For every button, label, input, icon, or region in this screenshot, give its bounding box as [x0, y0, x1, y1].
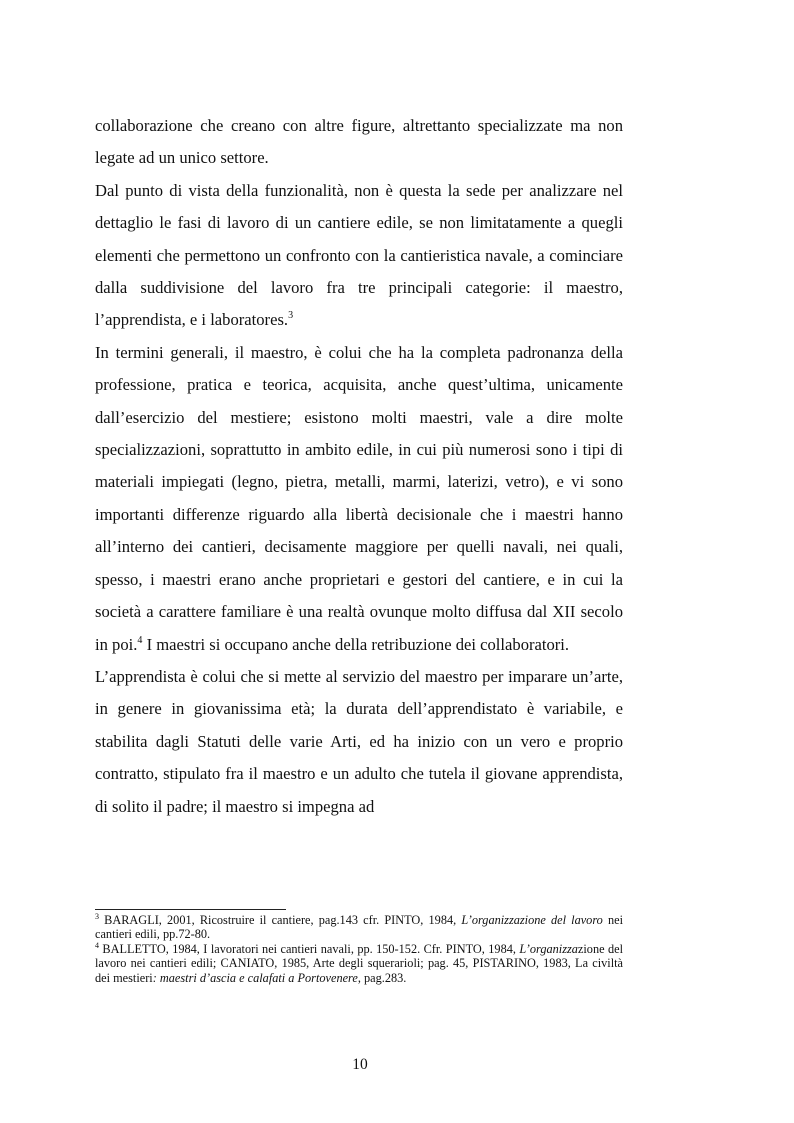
main-text: [95, 110, 623, 823]
footnote: $^4$ BALLETTO, 1984, I lavoratori nei cantieri navali, pp. 150-152. Cfr. PINTO, 1984, L’organizzazione del lavoro nei cantieri edili; CANIATO, 1985, Arte degli squerarioli; pag. 45, PISTARINO, 1983, La civiltà dei mestieri: maestri d’ascia e calafati a Portovenere, pag.283.: [95, 940, 623, 985]
footnote-separator: [95, 909, 286, 910]
footnote-ref: 3: [288, 310, 294, 322]
footnote: $^3$ BARAGLI, 2001, Ricostruire il cantiere, pag.143 cfr. PINTO, 1984, L’organizzazione del lavoro nei cantieri edili, pp.72-80.: [95, 912, 623, 942]
paragraph: In termini generali, il maestro, è colui che ha la completa padronanza della professione, pratica e teorica, acquisita, anche quest’ultima, unicamente dall’esercizio del mestiere; esistono molti maestri, vale a dire molte specializzazioni, soprattutto in ambito edile, in cui più numerosi sono i tipi di materiali impiegati (legno, pietra, metalli, marmi, laterizi, vetro), e vi sono importanti differenze riguardo alla libertà decisionale che i maestri hanno all’interno dei cantieri, decisamente maggiore per quelli navali, nei quali, spesso, i maestri erano anche proprietari e gestori del cantiere, e in cui la società a carattere familiare è una realtà ovunque molto diffusa dal XII secolo in poi.$^4$ I maestri si occupano anche della retribuzione dei collaboratori.: [95, 342, 623, 654]
page-number: 10: [352, 1056, 368, 1073]
paragraph: L’apprendista è colui che si mette al servizio del maestro per imparare un’arte, in genere in giovanissima età; la durata dell’apprendistato è variabile, e stabilita dagli Statuti delle varie Arti, ed ha inizio con un vero e proprio contratto, stipulato fra il maestro e un adulto che tutela il giovane apprendista, di solito il padre; il maestro si impegna ad: [95, 666, 623, 816]
footnote-ref: 4: [137, 634, 143, 646]
paragraph: collaborazione che creano con altre figure, altrettanto specializzate ma non legate ad un unico settore.: [95, 116, 623, 168]
paragraph: Dal punto di vista della funzionalità, non è questa la sede per analizzare nel dettaglio le fasi di lavoro di un cantiere edile, se non limitatamente a quegli elementi che permettono un confronto con la cantieristica navale, a cominciare dalla suddivisione del lavoro fra tre principali categorie: il maestro, l’apprendista, e i laboratores.$^3$: [95, 180, 623, 330]
footnotes: [95, 913, 623, 985]
